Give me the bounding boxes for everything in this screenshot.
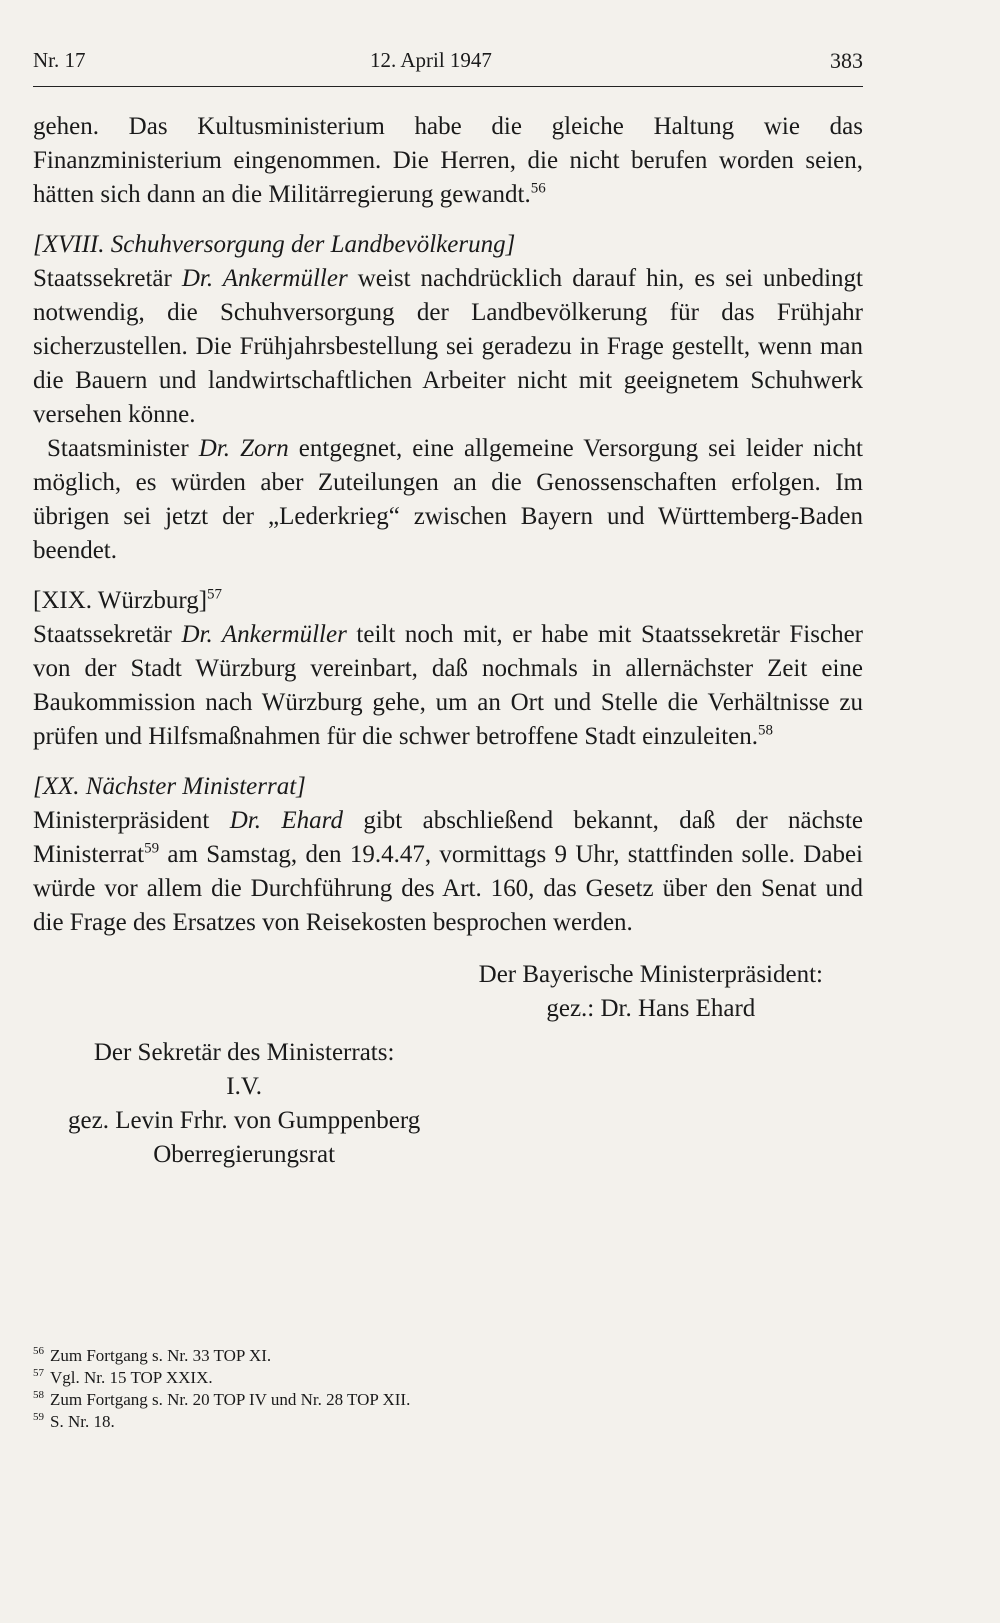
signature-rank: Oberregierungsrat bbox=[153, 1141, 336, 1168]
signature-name: gez.: Dr. Hans Ehard bbox=[546, 995, 756, 1022]
issue-number: Nr. 17 bbox=[33, 48, 86, 72]
person-name: Dr. Ankermüller bbox=[181, 265, 348, 292]
footnote-ref: 59 bbox=[144, 840, 160, 857]
page-number: 383 bbox=[830, 48, 863, 73]
person-name: Dr. Ehard bbox=[229, 807, 343, 834]
footnote: $^{58}$ Zum Fortgang s. Nr. 20 TOP IV und Nr. 28 TOP XII. bbox=[33, 1389, 411, 1409]
footnote-ref: 58 bbox=[758, 722, 773, 739]
signature-name: gez. Levin Frhr. von Gumppenberg bbox=[68, 1107, 421, 1134]
paragraph: Staatssekretär Dr. Ankermüller teilt noch mit, er habe mit Staatssekretär Fischer von der Stadt Würzburg vereinbart, daß nochmals in allernächster Zeit eine Baukommission nach Würzburg gehe, um an Ort und Stelle die Verhältnisse zu prüfen und Hilfsmaßnahmen für die schwer betroffene Stadt einzuleiten.$^{58}$ bbox=[33, 621, 863, 750]
paragraph: Ministerpräsident Dr. Ehard gibt abschließend bekannt, daß der nächste Ministerrat$^{59}$ am Samstag, den 19.4.47, vormittags 9 Uhr, stattfinden solle. Dabei würde vor allem die Durchführung des Art. 160, das Gesetz über den Senat und die Frage des Ersatzes von Reisekosten besprochen werden. bbox=[33, 807, 863, 936]
footnote: $^{56}$ Zum Fortgang s. Nr. 33 TOP XI. bbox=[33, 1345, 272, 1365]
signature-secretary bbox=[33, 1036, 863, 1172]
signature-minister-president bbox=[33, 958, 863, 1026]
signature-title: Der Sekretär des Ministerrats: bbox=[93, 1039, 395, 1066]
paragraph: Staatsminister Dr. Zorn entgegnet, eine allgemeine Versorgung sei leider nicht möglich, es würden aber Zuteilungen an die Genossenschaften erfolgen. Im übrigen sei jetzt der „Lederkrieg“ zwischen Bayern und Württemberg-Baden beendet. bbox=[33, 435, 864, 564]
signature-title: Der Bayerische Ministerpräsident: bbox=[478, 961, 823, 988]
section-heading-xix: [XIX. Würzburg]$^{57}$ bbox=[33, 586, 223, 614]
document-body bbox=[33, 110, 863, 1172]
footnote-ref: 57 bbox=[207, 586, 223, 603]
section-heading-xx: [XX. Nächster Ministerrat] bbox=[33, 773, 306, 800]
page-header bbox=[33, 48, 863, 87]
footnote: $^{59}$ S. Nr. 18. bbox=[33, 1411, 115, 1431]
signature-proxy: I.V. bbox=[226, 1073, 262, 1100]
paragraph: Staatssekretär Dr. Ankermüller weist nachdrücklich darauf hin, es sei unbedingt notwendig, die Schuhversorgung der Landbevölkerung für das Frühjahr sicherzustellen. Die Frühjahrsbestellung sei geradezu in Frage gestellt, wenn man die Bauern und landwirtschaftlichen Arbeiter nicht mit geeignetem Schuhwerk versehen könne. bbox=[33, 265, 863, 428]
person-name: Dr. Ankermüller bbox=[181, 621, 347, 648]
person-name: Dr. Zorn bbox=[198, 435, 289, 462]
header-date: 12. April 1947 bbox=[370, 48, 492, 72]
footnotes bbox=[33, 1345, 863, 1433]
footnote: $^{57}$ Vgl. Nr. 15 TOP XXIX. bbox=[33, 1367, 213, 1387]
section-heading-xviii: [XVIII. Schuhversorgung der Landbevölkerung] bbox=[33, 231, 516, 258]
intro-paragraph: gehen. Das Kultusministerium habe die gleiche Haltung wie das Finanzministerium eingenommen. Die Herren, die nicht berufen worden seien, hätten sich dann an die Militärregierung gewandt.$^{56}$ bbox=[33, 113, 863, 208]
footnote-ref: 56 bbox=[530, 180, 546, 197]
